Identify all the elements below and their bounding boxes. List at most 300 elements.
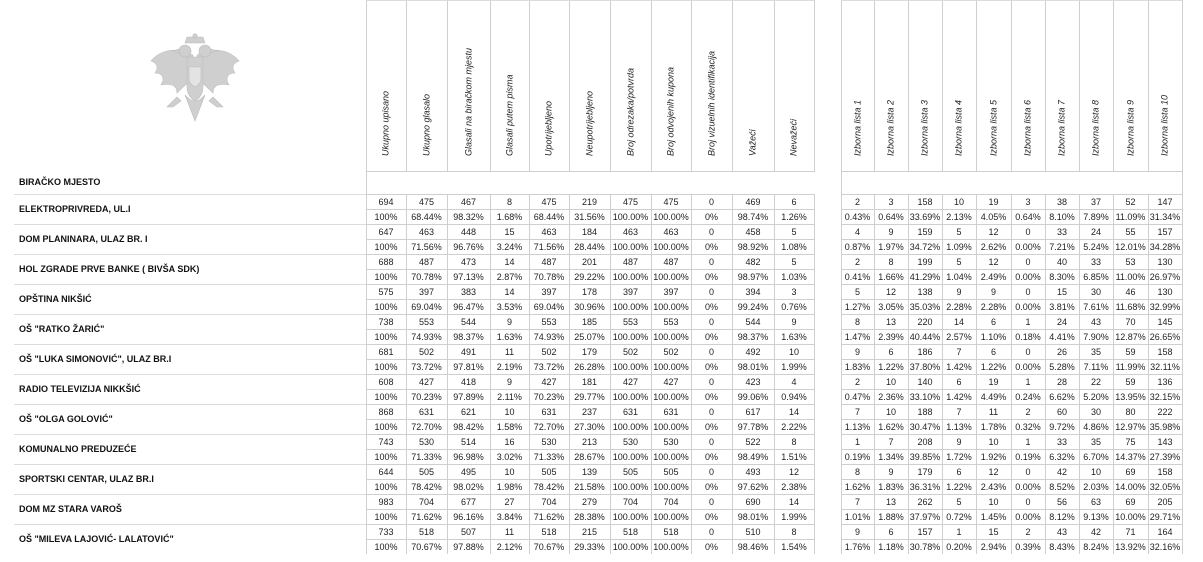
list-percent-cell: 1.76%	[841, 540, 874, 555]
list-count-cell: 10	[874, 375, 908, 390]
list-percent-cell: 0.43%	[841, 210, 874, 225]
percent-cell: 97.89%	[447, 390, 490, 405]
list-count-cell: 158	[1148, 345, 1182, 360]
list-percent-cell: 0.19%	[841, 450, 874, 465]
count-cell: 14	[774, 405, 814, 420]
percent-cell: 69.04%	[529, 300, 569, 315]
percent-cell: 100.00%	[610, 540, 651, 555]
percent-cell: 27.30%	[569, 420, 610, 435]
count-cell: 473	[447, 255, 490, 270]
column-header-a-10	[774, 1, 814, 172]
count-cell: 647	[366, 225, 406, 240]
percent-cell: 100.00%	[610, 300, 651, 315]
list-count-cell: 1	[1011, 315, 1045, 330]
list-percent-cell: 35.98%	[1148, 420, 1182, 435]
montenegro-coat-of-arms-icon	[147, 33, 243, 127]
count-cell: 704	[529, 495, 569, 510]
column-gap	[814, 225, 841, 255]
list-percent-cell: 2.03%	[1079, 480, 1113, 495]
list-percent-cell: 7.89%	[1079, 210, 1113, 225]
list-percent-cell: 37.80%	[908, 360, 942, 375]
list-count-cell: 33	[1045, 435, 1079, 450]
list-percent-cell: 0.19%	[1011, 450, 1045, 465]
count-cell: 8	[490, 195, 529, 210]
list-percent-cell: 0.72%	[942, 510, 976, 525]
column-header-list-2	[874, 1, 908, 172]
column-header-list-4-label: Izborna lista 4	[953, 99, 964, 156]
list-percent-cell: 1.27%	[841, 300, 874, 315]
percent-cell: 98.37%	[447, 330, 490, 345]
list-count-cell: 0	[1011, 285, 1045, 300]
count-cell: 11	[490, 345, 529, 360]
list-count-cell: 6	[976, 315, 1011, 330]
percent-cell: 100%	[366, 330, 406, 345]
list-count-cell: 7	[841, 495, 874, 510]
list-count-cell: 136	[1148, 375, 1182, 390]
list-percent-cell: 8.52%	[1045, 480, 1079, 495]
list-percent-cell: 39.85%	[908, 450, 942, 465]
list-percent-cell: 2.49%	[976, 270, 1011, 285]
count-cell: 738	[366, 315, 406, 330]
percent-cell: 68.44%	[406, 210, 447, 225]
list-percent-cell: 8.24%	[1079, 540, 1113, 555]
list-count-cell: 14	[942, 315, 976, 330]
count-cell: 0	[691, 435, 732, 450]
list-count-cell: 6	[942, 465, 976, 480]
percent-cell: 2.19%	[490, 360, 529, 375]
list-percent-cell: 0.18%	[1011, 330, 1045, 345]
percent-cell: 100.00%	[610, 480, 651, 495]
percent-cell: 100.00%	[651, 300, 691, 315]
table-row	[14, 435, 1182, 450]
count-cell: 544	[447, 315, 490, 330]
emblem-cell	[14, 1, 366, 172]
list-percent-cell: 29.71%	[1148, 510, 1182, 525]
list-count-cell: 5	[942, 255, 976, 270]
list-count-cell: 0	[1011, 255, 1045, 270]
list-count-cell: 69	[1113, 495, 1148, 510]
percent-cell: 0%	[691, 390, 732, 405]
list-count-cell: 22	[1079, 375, 1113, 390]
table-row	[14, 195, 1182, 210]
list-count-cell: 5	[942, 225, 976, 240]
column-header-a-6	[610, 1, 651, 172]
list-percent-cell: 2.28%	[976, 300, 1011, 315]
count-cell: 185	[569, 315, 610, 330]
list-percent-cell: 2.94%	[976, 540, 1011, 555]
column-header-a-8	[691, 1, 732, 172]
list-count-cell: 38	[1045, 195, 1079, 210]
list-count-cell: 10	[1079, 465, 1113, 480]
percent-cell: 73.72%	[529, 360, 569, 375]
list-count-cell: 5	[841, 285, 874, 300]
percent-cell: 0.94%	[774, 390, 814, 405]
column-gap	[814, 285, 841, 315]
list-percent-cell: 5.28%	[1045, 360, 1079, 375]
list-percent-cell: 0.64%	[874, 210, 908, 225]
polling-station-name: DOM MZ STARA VAROŠ	[14, 495, 366, 525]
list-percent-cell: 30.47%	[908, 420, 942, 435]
section-row	[14, 172, 1182, 195]
table-row	[14, 315, 1182, 330]
list-count-cell: 220	[908, 315, 942, 330]
percent-cell: 0%	[691, 450, 732, 465]
list-percent-cell: 1.66%	[874, 270, 908, 285]
list-count-cell: 140	[908, 375, 942, 390]
column-header-list-6	[1011, 1, 1045, 172]
list-percent-cell: 33.10%	[908, 390, 942, 405]
count-cell: 184	[569, 225, 610, 240]
percent-cell: 96.98%	[447, 450, 490, 465]
column-header-list-5-label: Izborna lista 5	[988, 99, 998, 156]
list-count-cell: 7	[841, 405, 874, 420]
count-cell: 397	[610, 285, 651, 300]
column-header-a-5-label: Neupotrijebljeno	[584, 90, 594, 156]
count-cell: 475	[529, 195, 569, 210]
percent-cell: 100.00%	[651, 360, 691, 375]
list-count-cell: 9	[942, 285, 976, 300]
column-header-list-2-label: Izborna lista 2	[885, 99, 896, 156]
column-gap	[814, 525, 841, 555]
list-count-cell: 30	[1079, 405, 1113, 420]
list-count-cell: 157	[908, 525, 942, 540]
list-count-cell: 12	[976, 225, 1011, 240]
column-header-a-3	[490, 1, 529, 172]
column-header-a-9	[732, 1, 774, 172]
count-cell: 467	[447, 195, 490, 210]
polling-station-name: HOL ZGRADE PRVE BANKE ( BIVŠA SDK)	[14, 255, 366, 285]
count-cell: 0	[691, 255, 732, 270]
percent-cell: 69.04%	[406, 300, 447, 315]
list-percent-cell: 11.99%	[1113, 360, 1148, 375]
list-percent-cell: 0.47%	[841, 390, 874, 405]
percent-cell: 1.99%	[774, 360, 814, 375]
list-percent-cell: 2.43%	[976, 480, 1011, 495]
percent-cell: 72.70%	[406, 420, 447, 435]
list-percent-cell: 11.68%	[1113, 300, 1148, 315]
list-count-cell: 2	[841, 195, 874, 210]
list-count-cell: 26	[1045, 345, 1079, 360]
percent-cell: 98.97%	[732, 270, 774, 285]
count-cell: 397	[651, 285, 691, 300]
list-percent-cell: 11.09%	[1113, 210, 1148, 225]
count-cell: 0	[691, 225, 732, 240]
table-row	[14, 225, 1182, 240]
percent-cell: 0%	[691, 510, 732, 525]
list-count-cell: 12	[976, 465, 1011, 480]
percent-cell: 100.00%	[610, 510, 651, 525]
column-header-list-1-label: Izborna lista 1	[852, 99, 862, 156]
column-header-list-3	[908, 1, 942, 172]
percent-cell: 100.00%	[610, 360, 651, 375]
list-count-cell: 46	[1113, 285, 1148, 300]
count-cell: 14	[774, 495, 814, 510]
table-row	[14, 345, 1182, 360]
list-percent-cell: 1.09%	[942, 240, 976, 255]
list-percent-cell: 0.32%	[1011, 420, 1045, 435]
list-count-cell: 10	[942, 195, 976, 210]
list-percent-cell: 27.39%	[1148, 450, 1182, 465]
percent-cell: 70.78%	[406, 270, 447, 285]
count-cell: 6	[774, 195, 814, 210]
count-cell: 733	[366, 525, 406, 540]
list-percent-cell: 1.62%	[874, 420, 908, 435]
list-count-cell: 19	[976, 195, 1011, 210]
list-percent-cell: 12.97%	[1113, 420, 1148, 435]
list-percent-cell: 40.44%	[908, 330, 942, 345]
list-count-cell: 0	[1011, 225, 1045, 240]
list-count-cell: 59	[1113, 345, 1148, 360]
list-count-cell: 40	[1045, 255, 1079, 270]
percent-cell: 98.02%	[447, 480, 490, 495]
list-percent-cell: 9.13%	[1079, 510, 1113, 525]
list-count-cell: 4	[841, 225, 874, 240]
count-cell: 475	[406, 195, 447, 210]
percent-cell: 100.00%	[651, 270, 691, 285]
table-row	[14, 405, 1182, 420]
list-percent-cell: 4.05%	[976, 210, 1011, 225]
count-cell: 463	[651, 225, 691, 240]
count-cell: 553	[529, 315, 569, 330]
count-cell: 0	[691, 285, 732, 300]
list-percent-cell: 13.92%	[1113, 540, 1148, 555]
column-header-list-6-label: Izborna lista 6	[1022, 99, 1033, 156]
count-cell: 694	[366, 195, 406, 210]
list-count-cell: 33	[1079, 255, 1113, 270]
column-gap	[814, 1, 841, 172]
count-cell: 502	[651, 345, 691, 360]
list-count-cell: 0	[1011, 495, 1045, 510]
column-header-list-8-label: Izborna lista 8	[1090, 99, 1101, 156]
count-cell: 12	[774, 465, 814, 480]
percent-cell: 100%	[366, 210, 406, 225]
list-percent-cell: 0.24%	[1011, 390, 1045, 405]
count-cell: 215	[569, 525, 610, 540]
list-percent-cell: 1.42%	[942, 390, 976, 405]
percent-cell: 98.49%	[732, 450, 774, 465]
percent-cell: 0%	[691, 240, 732, 255]
column-header-a-10-label: Nevažeći	[788, 118, 799, 156]
percent-cell: 100%	[366, 360, 406, 375]
count-cell: 553	[610, 315, 651, 330]
count-cell: 463	[529, 225, 569, 240]
list-count-cell: 59	[1113, 375, 1148, 390]
percent-cell: 100.00%	[651, 210, 691, 225]
list-percent-cell: 12.01%	[1113, 240, 1148, 255]
section-fill-b	[841, 172, 1182, 195]
list-percent-cell: 0.00%	[1011, 240, 1045, 255]
count-cell: 575	[366, 285, 406, 300]
column-gap	[814, 405, 841, 435]
list-count-cell: 19	[976, 375, 1011, 390]
list-percent-cell: 2.28%	[942, 300, 976, 315]
percent-cell: 78.42%	[406, 480, 447, 495]
polling-station-name: OPŠTINA NIKŠIĆ	[14, 285, 366, 315]
list-count-cell: 28	[1045, 375, 1079, 390]
list-count-cell: 10	[874, 405, 908, 420]
count-cell: 688	[366, 255, 406, 270]
percent-cell: 1.03%	[774, 270, 814, 285]
list-percent-cell: 1.10%	[976, 330, 1011, 345]
list-count-cell: 130	[1148, 285, 1182, 300]
section-fill-a	[366, 172, 814, 195]
list-percent-cell: 0.00%	[1011, 270, 1045, 285]
count-cell: 518	[610, 525, 651, 540]
list-count-cell: 208	[908, 435, 942, 450]
count-cell: 514	[447, 435, 490, 450]
count-cell: 677	[447, 495, 490, 510]
count-cell: 427	[529, 375, 569, 390]
list-count-cell: 24	[1079, 225, 1113, 240]
count-cell: 0	[691, 375, 732, 390]
percent-cell: 72.70%	[529, 420, 569, 435]
percent-cell: 1.58%	[490, 420, 529, 435]
percent-cell: 1.51%	[774, 450, 814, 465]
percent-cell: 31.56%	[569, 210, 610, 225]
column-gap	[814, 195, 841, 225]
count-cell: 5	[774, 225, 814, 240]
percent-cell: 98.37%	[732, 330, 774, 345]
list-percent-cell: 8.10%	[1045, 210, 1079, 225]
list-percent-cell: 1.13%	[942, 420, 976, 435]
list-count-cell: 1	[841, 435, 874, 450]
percent-cell: 0%	[691, 210, 732, 225]
polling-station-name: OŠ "MILEVA LAJOVIĆ- LALATOVIĆ"	[14, 525, 366, 555]
list-percent-cell: 12.87%	[1113, 330, 1148, 345]
percent-cell: 71.33%	[529, 450, 569, 465]
count-cell: 16	[490, 435, 529, 450]
list-percent-cell: 1.34%	[874, 450, 908, 465]
list-percent-cell: 1.45%	[976, 510, 1011, 525]
table-row	[14, 465, 1182, 480]
count-cell: 487	[610, 255, 651, 270]
percent-cell: 70.67%	[529, 540, 569, 555]
count-cell: 4	[774, 375, 814, 390]
list-count-cell: 158	[908, 195, 942, 210]
list-count-cell: 12	[976, 255, 1011, 270]
list-percent-cell: 32.16%	[1148, 540, 1182, 555]
percent-cell: 26.28%	[569, 360, 610, 375]
count-cell: 505	[651, 465, 691, 480]
list-count-cell: 138	[908, 285, 942, 300]
count-cell: 505	[610, 465, 651, 480]
count-cell: 502	[529, 345, 569, 360]
count-cell: 983	[366, 495, 406, 510]
count-cell: 704	[651, 495, 691, 510]
count-cell: 427	[406, 375, 447, 390]
table-row	[14, 285, 1182, 300]
count-cell: 487	[529, 255, 569, 270]
column-gap	[814, 255, 841, 285]
list-count-cell: 56	[1045, 495, 1079, 510]
list-percent-cell: 31.34%	[1148, 210, 1182, 225]
list-count-cell: 9	[976, 285, 1011, 300]
column-header-a-8-label: Broj vizuelnih identifikacija	[706, 50, 716, 156]
count-cell: 0	[691, 525, 732, 540]
list-count-cell: 60	[1045, 405, 1079, 420]
list-percent-cell: 0.00%	[1011, 300, 1045, 315]
count-cell: 704	[610, 495, 651, 510]
percent-cell: 100.00%	[651, 420, 691, 435]
count-cell: 14	[490, 255, 529, 270]
count-cell: 469	[732, 195, 774, 210]
column-gap	[814, 375, 841, 405]
percent-cell: 29.33%	[569, 540, 610, 555]
column-header-a-1-label: Ukupno glasalo	[421, 93, 431, 156]
list-count-cell: 8	[874, 255, 908, 270]
polling-station-name: ELEKTROPRIVREDA, UL.I	[14, 195, 366, 225]
percent-cell: 100.00%	[610, 210, 651, 225]
percent-cell: 1.54%	[774, 540, 814, 555]
polling-station-name: OŠ "RATKO ŽARIĆ"	[14, 315, 366, 345]
list-percent-cell: 0.87%	[841, 240, 874, 255]
column-header-list-3-label: Izborna lista 3	[919, 99, 930, 156]
count-cell: 418	[447, 375, 490, 390]
column-header-a-6-label: Broj odrezaka/potvrda	[625, 67, 635, 156]
count-cell: 544	[732, 315, 774, 330]
count-cell: 493	[732, 465, 774, 480]
percent-cell: 71.62%	[529, 510, 569, 525]
percent-cell: 100%	[366, 480, 406, 495]
list-count-cell: 6	[874, 345, 908, 360]
column-header-a-0	[366, 1, 406, 172]
list-count-cell: 12	[874, 285, 908, 300]
polling-station-name: SPORTSKI CENTAR, ULAZ BR.I	[14, 465, 366, 495]
percent-cell: 98.46%	[732, 540, 774, 555]
column-header-a-2	[447, 1, 490, 172]
count-cell: 0	[691, 345, 732, 360]
count-cell: 279	[569, 495, 610, 510]
count-cell: 201	[569, 255, 610, 270]
percent-cell: 1.08%	[774, 240, 814, 255]
list-percent-cell: 2.62%	[976, 240, 1011, 255]
column-header-list-1	[841, 1, 874, 172]
percent-cell: 0%	[691, 540, 732, 555]
percent-cell: 97.81%	[447, 360, 490, 375]
list-count-cell: 55	[1113, 225, 1148, 240]
count-cell: 631	[651, 405, 691, 420]
list-count-cell: 0	[1011, 465, 1045, 480]
column-header-a-3-label: Glasali putem pisma	[504, 74, 514, 156]
percent-cell: 21.58%	[569, 480, 610, 495]
list-count-cell: 5	[942, 495, 976, 510]
count-cell: 219	[569, 195, 610, 210]
percent-cell: 3.84%	[490, 510, 529, 525]
list-count-cell: 7	[942, 405, 976, 420]
table-row	[14, 255, 1182, 270]
count-cell: 448	[447, 225, 490, 240]
list-count-cell: 130	[1148, 255, 1182, 270]
percent-cell: 100%	[366, 450, 406, 465]
percent-cell: 2.22%	[774, 420, 814, 435]
percent-cell: 100.00%	[651, 450, 691, 465]
count-cell: 505	[529, 465, 569, 480]
list-count-cell: 75	[1113, 435, 1148, 450]
list-count-cell: 52	[1113, 195, 1148, 210]
list-percent-cell: 0.41%	[841, 270, 874, 285]
count-cell: 10	[490, 465, 529, 480]
list-percent-cell: 8.43%	[1045, 540, 1079, 555]
list-percent-cell: 1.22%	[942, 480, 976, 495]
column-header-list-5	[976, 1, 1011, 172]
percent-cell: 1.99%	[774, 510, 814, 525]
list-percent-cell: 1.83%	[841, 360, 874, 375]
count-cell: 383	[447, 285, 490, 300]
list-count-cell: 1	[1011, 375, 1045, 390]
percent-cell: 98.92%	[732, 240, 774, 255]
percent-cell: 100%	[366, 240, 406, 255]
count-cell: 487	[406, 255, 447, 270]
